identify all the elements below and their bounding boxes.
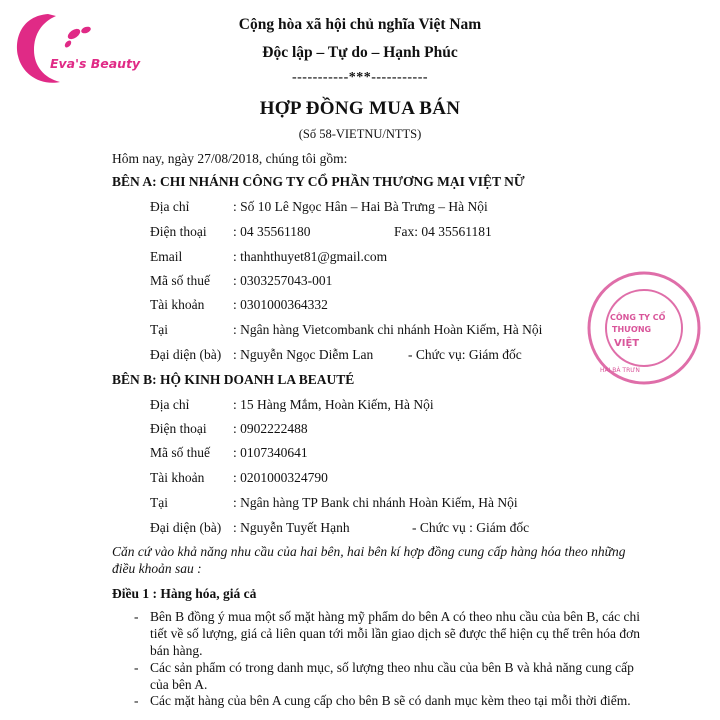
- party-a-heading: BÊN A: CHI NHÁNH CÔNG TY CỔ PHẦN THƯƠNG MẠI VIỆT NỮ: [112, 174, 525, 189]
- party-a-bank-label: Tại: [150, 322, 168, 337]
- stamp-seal-icon: [584, 268, 704, 388]
- party-a-phone-label: Điện thoại: [150, 224, 207, 239]
- list-item: Bên B đồng ý mua một số mặt hàng mỹ phẩm do bên A có theo nhu cầu của bên B, các chi tiết về số lượng, giá cả liên quan tới mỗi lần giao dịch sẽ được thể hiện cụ thể trên hóa đơn bán hàng.: [150, 609, 641, 658]
- party-a-address: : Số 10 Lê Ngọc Hân – Hai Bà Trưng – Hà Nội: [233, 199, 488, 214]
- party-a-bank: : Ngân hàng Vietcombank chi nhánh Hoàn Kiếm, Hà Nội: [233, 322, 543, 337]
- republic-heading: Cộng hòa xã hội chủ nghĩa Việt Nam: [238, 16, 482, 33]
- party-b-rep: : Nguyễn Tuyết Hạnh: [233, 520, 350, 535]
- svg-text:HAI BÀ TRƯN: HAI BÀ TRƯN: [600, 367, 640, 374]
- party-a-tax-label: Mã số thuế: [150, 273, 210, 288]
- motto-heading: Độc lập – Tự do – Hạnh Phúc: [262, 44, 458, 61]
- party-a-email: : thanhthuyet81@gmail.com: [233, 249, 388, 264]
- list-bullet: -: [134, 609, 139, 624]
- party-a-fax: Fax: 04 35561181: [394, 224, 492, 239]
- contract-number: (Số 58-VIETNU/NTTS): [298, 127, 422, 141]
- list-item: Các sản phẩm có trong danh mục, số lượng theo nhu cầu của bên B và khả năng cung cấp của bên A.: [150, 660, 634, 692]
- party-a-rep-label: Đại diện (bà): [150, 347, 222, 362]
- party-b-phone: : 0902222488: [233, 421, 308, 436]
- party-b-bank-label: Tại: [150, 495, 168, 510]
- party-a-email-label: Email: [150, 249, 183, 264]
- party-b-rep-label: Đại diện (bà): [150, 520, 222, 535]
- contract-title: HỢP ĐỒNG MUA BÁN: [259, 98, 461, 119]
- svg-text:VIỆT: VIỆT: [614, 338, 640, 349]
- party-a-position: - Chức vụ: Giám đốc: [408, 347, 522, 362]
- preamble-text: Căn cứ vào khả năng nhu cầu của hai bên, hai bên kí hợp đồng cung cấp hàng hóa theo những điều khoản sau :: [112, 544, 626, 576]
- party-b-tax-label: Mã số thuế: [150, 445, 210, 460]
- svg-text:THƯƠNG: THƯƠNG: [612, 325, 652, 334]
- header-separator: -----------***-----------: [291, 70, 429, 85]
- party-a-account-label: Tài khoản: [150, 297, 205, 312]
- party-b-account-label: Tài khoản: [150, 470, 205, 485]
- party-b-address: : 15 Hàng Mắm, Hoàn Kiếm, Hà Nội: [233, 397, 434, 412]
- party-b-heading: BÊN B: HỘ KINH DOANH LA BEAUTÉ: [112, 372, 355, 387]
- logo-text: Eva's Beauty: [50, 56, 141, 71]
- svg-text:CÔNG TY CỔ: CÔNG TY CỔ: [610, 313, 666, 322]
- article-1-heading: Điều 1 : Hàng hóa, giá cả: [112, 586, 257, 601]
- contract-intro: Hôm nay, ngày 27/08/2018, chúng tôi gồm:: [112, 151, 348, 166]
- party-b-account: : 0201000324790: [233, 470, 328, 485]
- party-b-bank: : Ngân hàng TP Bank chi nhánh Hoàn Kiếm, Hà Nội: [233, 495, 518, 510]
- party-a-account: : 0301000364332: [233, 297, 328, 312]
- party-a-tax: : 0303257043-001: [233, 273, 333, 288]
- party-b-address-label: Địa chỉ: [150, 397, 190, 412]
- party-a-rep: : Nguyễn Ngọc Diễm Lan: [233, 347, 374, 362]
- party-a-address-label: Địa chỉ: [150, 199, 190, 214]
- list-item: Các mặt hàng của bên A cung cấp cho bên B sẽ có danh mục kèm theo tại mỗi thời điểm.: [150, 693, 631, 708]
- list-bullet: -: [134, 693, 139, 708]
- party-a-phone: : 04 35561180: [233, 224, 311, 239]
- red-stamp: [584, 268, 666, 388]
- party-b-position: - Chức vụ : Giám đốc: [412, 520, 530, 535]
- party-b-phone-label: Điện thoại: [150, 421, 207, 436]
- party-b-tax: : 0107340641: [233, 445, 308, 460]
- list-bullet: -: [134, 660, 139, 675]
